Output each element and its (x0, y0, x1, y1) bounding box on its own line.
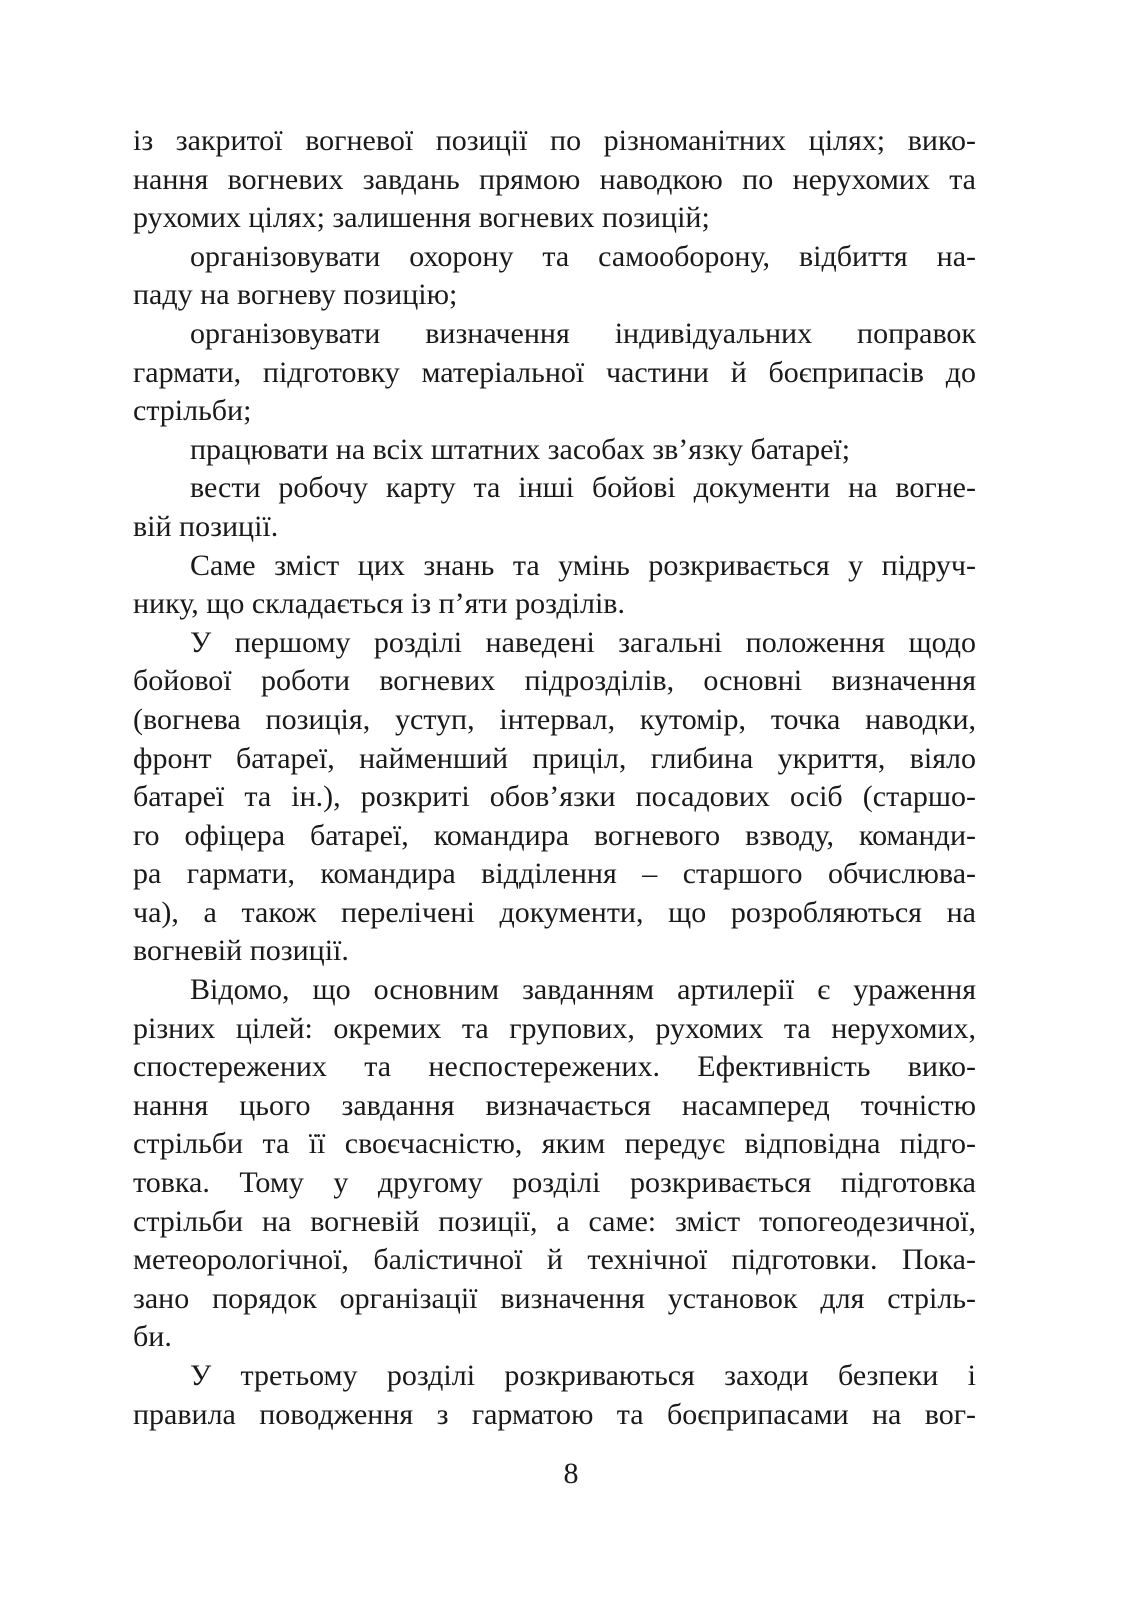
text-line: правила поводження з гарматою та боєприпасами на вог- (133, 1397, 976, 1431)
paragraph (133, 1357, 976, 1434)
paragraph (133, 971, 976, 1357)
text-line: бойової роботи вогневих підрозділів, основні визначення (133, 664, 976, 698)
text-line: рухомих цілях; залишення вогневих позицій; (133, 201, 710, 235)
paragraph (133, 624, 976, 971)
text-line: із закритої вогневої позиції по різноманітних цілях; вико- (133, 124, 976, 157)
text-line: стрільби на вогневій позиції, а саме: зміст топогеодезичної, (133, 1204, 976, 1238)
text-line: організовувати охорону та самооборону, відбиття на- (190, 239, 976, 273)
text-line: паду на вогневу позицію; (133, 278, 458, 312)
text-line: фронт батареї, найменший приціл, глибина укриття, віяло (133, 741, 976, 775)
text-line: (вогнева позиція, уступ, інтервал, кутомір, точка наводки, (133, 702, 976, 736)
text-line: нання вогневих завдань прямою наводкою по нерухомих та (133, 162, 976, 196)
text-line: го офіцера батареї, командира вогневого взводу, команди- (133, 818, 976, 852)
page-number: 8 (563, 1457, 579, 1490)
text-line: різних цілей: окремих та групових, рухомих та нерухомих, (133, 1011, 976, 1045)
text-line: гармати, підготовку матеріальної частини й боєприпасів до (133, 355, 976, 389)
text-line: би. (133, 1320, 172, 1354)
text-line: товка. Тому у другому розділі розкривається підготовка (133, 1166, 976, 1200)
text-line: У першому розділі наведені загальні положення щодо (190, 625, 976, 659)
text-line: вести робочу карту та інші бойові документи на вогне- (190, 471, 976, 505)
text-line: стрільби та її своєчасністю, яким передує відповідна підго- (133, 1127, 976, 1161)
text-line: організовувати визначення індивідуальних поправок (190, 316, 976, 350)
text-line: ра гармати, командира відділення – старшого обчислюва- (133, 857, 976, 891)
text-line: вогневій позиції. (133, 934, 349, 968)
text-line: вій позиції. (133, 509, 279, 543)
paragraph (133, 238, 976, 315)
paragraph (133, 547, 976, 624)
body-text (133, 122, 976, 1434)
text-line: ча), а також перелічені документи, що розробляються на (133, 895, 976, 929)
text-line: працювати на всіх штатних засобах зв’язку батареї; (190, 432, 851, 466)
paragraph (133, 315, 976, 431)
text-line: стрільби; (133, 394, 252, 428)
text-line: нику, що складається із п’яти розділів. (133, 587, 625, 621)
text-line: Відомо, що основним завданням артилерії є ураження (190, 973, 976, 1007)
paragraph (133, 122, 976, 238)
paragraph (133, 469, 976, 546)
text-line: спостережених та неспостережених. Ефективність вико- (133, 1050, 976, 1084)
paragraph (133, 431, 976, 470)
text-line: зано порядок організації визначення установок для стріль- (133, 1281, 976, 1315)
text-line: Саме зміст цих знань та умінь розкривається у підруч- (190, 548, 976, 582)
text-line: метеорологічної, балістичної й технічної підготовки. Пока- (133, 1243, 976, 1277)
text-line: нання цього завдання визначається насамперед точністю (133, 1088, 976, 1122)
text-line: батареї та ін.), розкриті обов’язки посадових осіб (старшо- (133, 780, 976, 814)
text-line: У третьому розділі розкриваються заходи безпеки і (190, 1359, 976, 1392)
